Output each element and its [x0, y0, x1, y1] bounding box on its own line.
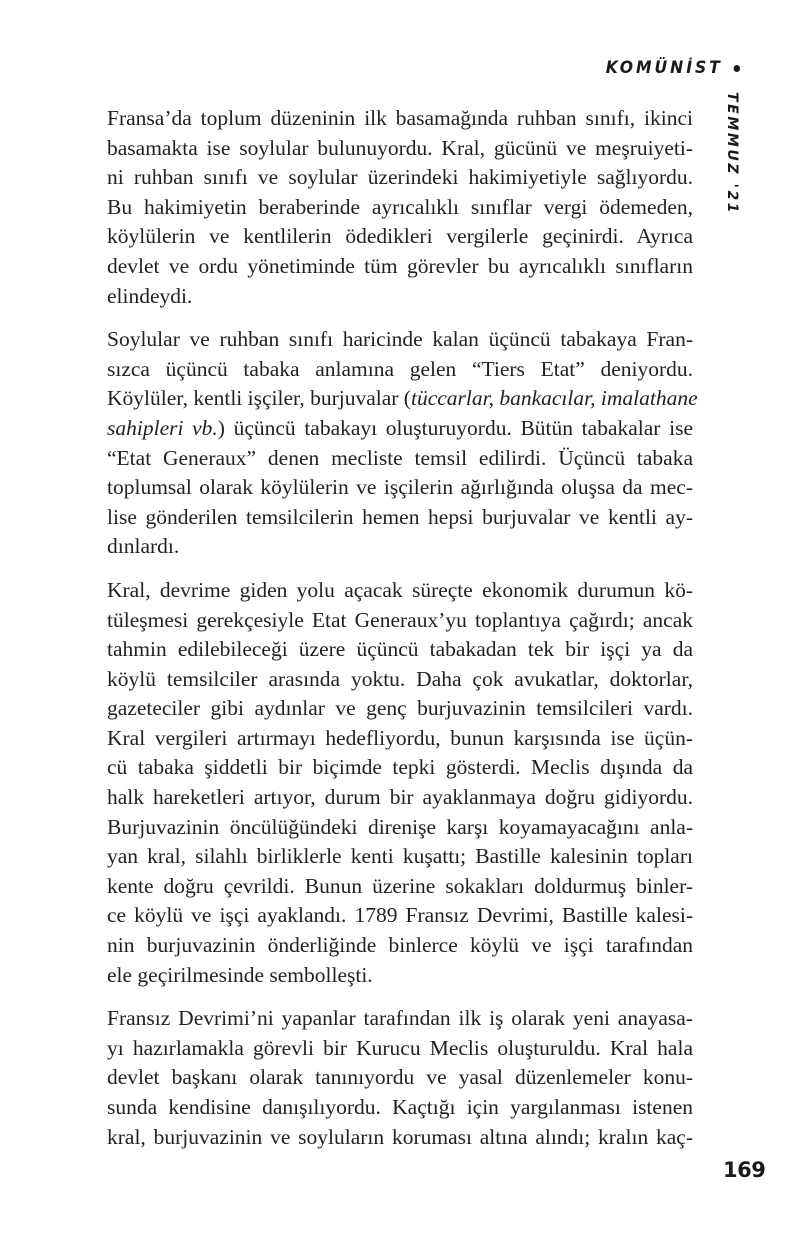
- text-line: Kral, devrime giden yolu açacak süreçte ekonomik durumun kö-: [107, 577, 693, 602]
- text-line: [107, 384, 698, 414]
- text-line: nin burjuvazinin önderliğinde binlerce köylü ve işçi tarafından: [107, 933, 693, 958]
- running-head: [605, 58, 740, 78]
- text-segment: ) üçüncü tabakayı oluşturuyordu. Bütün tabakalar ise: [217, 415, 693, 440]
- text-line: devlet ve ordu yönetiminde tüm görevler bu ayrıcalıklı sınıfların: [107, 253, 693, 278]
- italic-text: sahipleri vb.: [107, 415, 218, 440]
- page-number: 169: [723, 1158, 766, 1182]
- text-line: [107, 414, 693, 444]
- text-line: ele geçirilmesinde sembolleşti.: [107, 962, 373, 987]
- text-line: halk hareketleri artıyor, durum bir ayaklanmaya doğru gidiyordu.: [107, 785, 693, 810]
- paragraph-1: [107, 104, 693, 311]
- text-line: Burjuvazinin öncülüğündeki direnişe karşı koyamayacağını anla-: [107, 814, 693, 839]
- text-segment: Köylüler, kentli işçiler, burjuvalar (: [107, 386, 411, 411]
- text-line: basamakta ise soylular bulunuyordu. Kral, gücünü ve meşruiyeti-: [107, 135, 693, 160]
- text-line: gazeteciler gibi aydınlar ve genç burjuvazinin temsilcileri vardı.: [107, 696, 693, 721]
- text-line: kente doğru çevrildi. Bunun üzerine sokakları doldurmuş binler-: [107, 873, 693, 898]
- publication-title: KOMÜNİST: [605, 58, 723, 78]
- text-line: tahmin edilebileceği üzere üçüncü tabakadan tek bir işçi ya da: [107, 637, 693, 662]
- text-line: Kral vergileri artırmayı hedefliyordu, bunun karşısında ise üçün-: [107, 725, 693, 750]
- issue-date: TEMMUZ '21: [724, 92, 740, 216]
- text-line: yan kral, silahlı birliklerle kenti kuşattı; Bastille kalesinin topları: [107, 844, 693, 869]
- text-line: sunda kendisine danışılıyordu. Kaçtığı için yargılanması istenen: [107, 1095, 693, 1119]
- text-line: “Etat Generaux” denen mecliste temsil edilirdi. Üçüncü tabaka: [107, 445, 693, 470]
- text-line: köylü temsilciler arasında yoktu. Daha çok avukatlar, doktorlar,: [107, 666, 693, 691]
- italic-text: tüccarlar, bankacılar, imalathane: [410, 386, 698, 411]
- text-line: elindeydi.: [107, 283, 193, 308]
- text-line: devlet başkanı olarak tanınıyordu ve yasal düzenlemeler konu-: [107, 1065, 693, 1090]
- text-line: Fransa’da toplum düzeninin ilk basamağında ruhban sınıfı, ikinci: [107, 106, 693, 130]
- text-line: kral, burjuvazinin ve soyluların koruması altına alındı; kralın kaç-: [107, 1124, 693, 1149]
- text-line: lise gönderilen temsilcilerin hemen hepsi burjuvalar ve kentli ay-: [107, 504, 693, 529]
- text-line: Fransız Devrimi’ni yapanlar tarafından ilk iş olarak yeni anayasa-: [107, 1006, 693, 1031]
- text-line: toplumsal olarak köylülerin ve işçilerin ağırlığında oluşsa da mec-: [107, 475, 693, 500]
- text-line: köylülerin ve kentlilerin ödedikleri vergilerle geçinirdi. Ayrıca: [107, 224, 693, 249]
- paragraph-3: [107, 576, 693, 990]
- paragraph-4: [107, 1004, 693, 1152]
- bullet-separator-icon: [734, 65, 740, 72]
- text-line: dınlardı.: [107, 534, 180, 559]
- text-line: sızca üçüncü tabaka anlamına gelen “Tiers Etat” deniyordu.: [107, 356, 693, 381]
- text-line: Bu hakimiyetin beraberinde ayrıcalıklı sınıflar vergi ödemeden,: [107, 194, 693, 219]
- text-line: ce köylü ve işçi ayaklandı. 1789 Fransız Devrimi, Bastille kalesi-: [107, 903, 693, 928]
- paragraph-2: [107, 325, 698, 562]
- text-line: cü tabaka şiddetli bir biçimde tepki gösterdi. Meclis dışında da: [107, 755, 693, 780]
- text-line: yı hazırlamakla görevli bir Kurucu Meclis oluşturuldu. Kral hala: [107, 1035, 693, 1060]
- text-line: Soylular ve ruhban sınıfı haricinde kalan üçüncü tabakaya Fran-: [107, 327, 693, 352]
- article-body: [107, 104, 698, 1166]
- text-line: ni ruhban sınıfı ve soylular üzerindeki hakimiyetiyle sağlıyordu.: [107, 165, 693, 190]
- text-line: tüleşmesi gerekçesiyle Etat Generaux’yu toplantıya çağırdı; ancak: [107, 607, 693, 632]
